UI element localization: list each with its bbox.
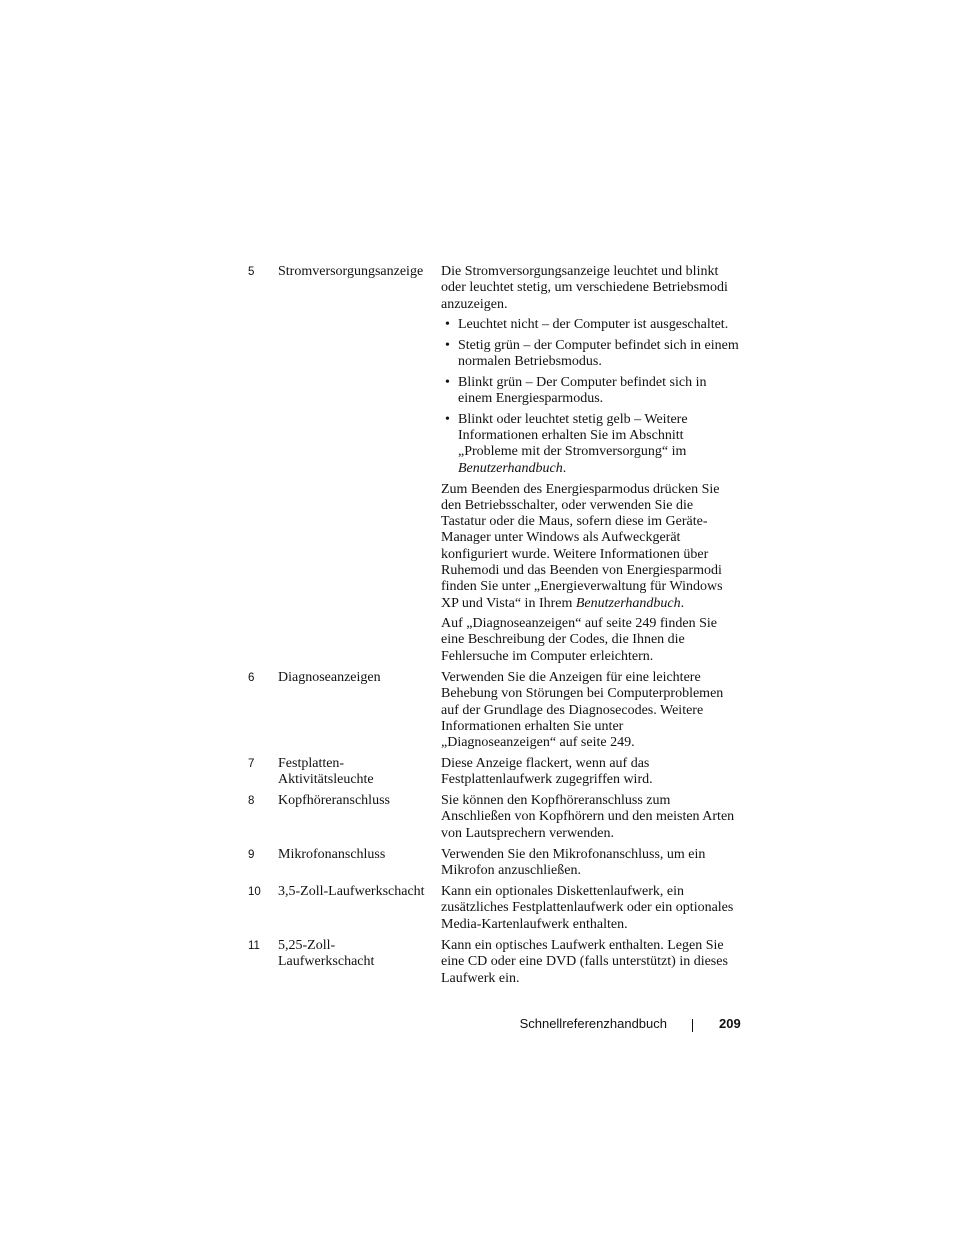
list-item: • Leuchtet nicht – der Computer ist ausgeschaltet. [445, 316, 729, 332]
page-number: 209 [719, 1016, 741, 1031]
item-description: Verwenden Sie den Mikrofonanschluss, um ein Mikrofon anzuschließen. [441, 847, 706, 879]
item-number: 7 [248, 758, 255, 770]
manual-reference: Benutzerhandbuch [575, 595, 681, 611]
item-name: 3,5-Zoll-Laufwerkschacht [278, 884, 425, 899]
footer-divider [692, 1019, 693, 1032]
item-number: 11 [248, 940, 260, 952]
item-number: 9 [248, 849, 255, 861]
list-item: • Blinkt oder leuchtet stetig gelb – Weitere Informationen erhalten Sie im Abschnitt „Probleme mit der Stromversorgung“ im Benutzerhandbuch. [445, 411, 688, 476]
item-number: 5 [248, 266, 255, 278]
bullet-icon: • [445, 316, 450, 332]
item-description: Diese Anzeige flackert, wenn auf das Festplattenlaufwerk zugegriffen wird. [441, 756, 653, 788]
item-number: 6 [248, 672, 255, 684]
bullet-icon: • [445, 411, 450, 427]
page-footer [0, 1016, 954, 1036]
list-item: • Blinkt grün – Der Computer befindet sich in einem Energiesparmodus. [445, 374, 707, 407]
manual-reference: Benutzerhandbuch [458, 460, 563, 476]
footer-title: Schnellreferenzhandbuch [519, 1016, 667, 1031]
item-name: Festplatten-Aktivitätsleuchte [278, 756, 374, 788]
description-paragraph: Auf „Diagnoseanzeigen“ auf seite 249 finden Sie eine Beschreibung der Codes, die Ihnen die Fehlersuche im Computer erleichtern. [441, 615, 718, 664]
description-paragraph: Zum Beenden des Energiesparmodus drücken Sie den Betriebsschalter, oder verwenden Sie die Tastatur oder die Maus, sofern diese im Geräte-Manager unter Windows als Aufweckgerät konfiguriert wurde. Weitere Informationen über Ruhemodi und das Beenden von Energiesparmodi finden Sie unter „Energieverwaltung für Windows XP und Vista“ in Ihrem Benutzerhandbuch. [441, 481, 723, 611]
item-description: Kann ein optionales Diskettenlaufwerk, ein zusätzliches Festplattenlaufwerk oder ein optionales Media-Kartenlaufwerk enthalten. [441, 884, 734, 932]
item-number: 10 [248, 886, 261, 898]
list-item: • Stetig grün – der Computer befindet sich in einem normalen Betriebsmodus. [445, 337, 739, 369]
bullet-icon: • [445, 337, 450, 353]
item-description: Sie können den Kopfhöreranschluss zum Anschließen von Kopfhörern und den meisten Arten von Lautsprechern verwenden. [441, 793, 735, 841]
description-intro: Die Stromversorgungsanzeige leuchtet und blinkt oder leuchtet stetig, um verschiedene Betriebsmodi anzuzeigen. [441, 264, 728, 312]
item-description: Verwenden Sie die Anzeigen für eine leichtere Behebung von Störungen bei Computerproblemen auf der Grundlage des Diagnosecodes. Weitere Informationen erhalten Sie unter „Diagnoseanzeigen“ auf seite 249. [441, 670, 724, 751]
item-name: Kopfhöreranschluss [278, 793, 390, 808]
item-name: Mikrofonanschluss [278, 847, 386, 862]
item-name: Diagnoseanzeigen [278, 670, 381, 685]
item-description: Kann ein optisches Laufwerk enthalten. Legen Sie eine CD oder eine DVD (falls unterstützt) in dieses Laufwerk ein. [441, 938, 728, 986]
bullet-icon: • [445, 374, 450, 390]
item-name: Stromversorgungsanzeige [278, 264, 424, 279]
item-number: 8 [248, 795, 255, 807]
status-list [441, 317, 741, 477]
item-description [441, 264, 741, 665]
item-name: 5,25-Zoll-Laufwerkschacht [278, 938, 375, 970]
